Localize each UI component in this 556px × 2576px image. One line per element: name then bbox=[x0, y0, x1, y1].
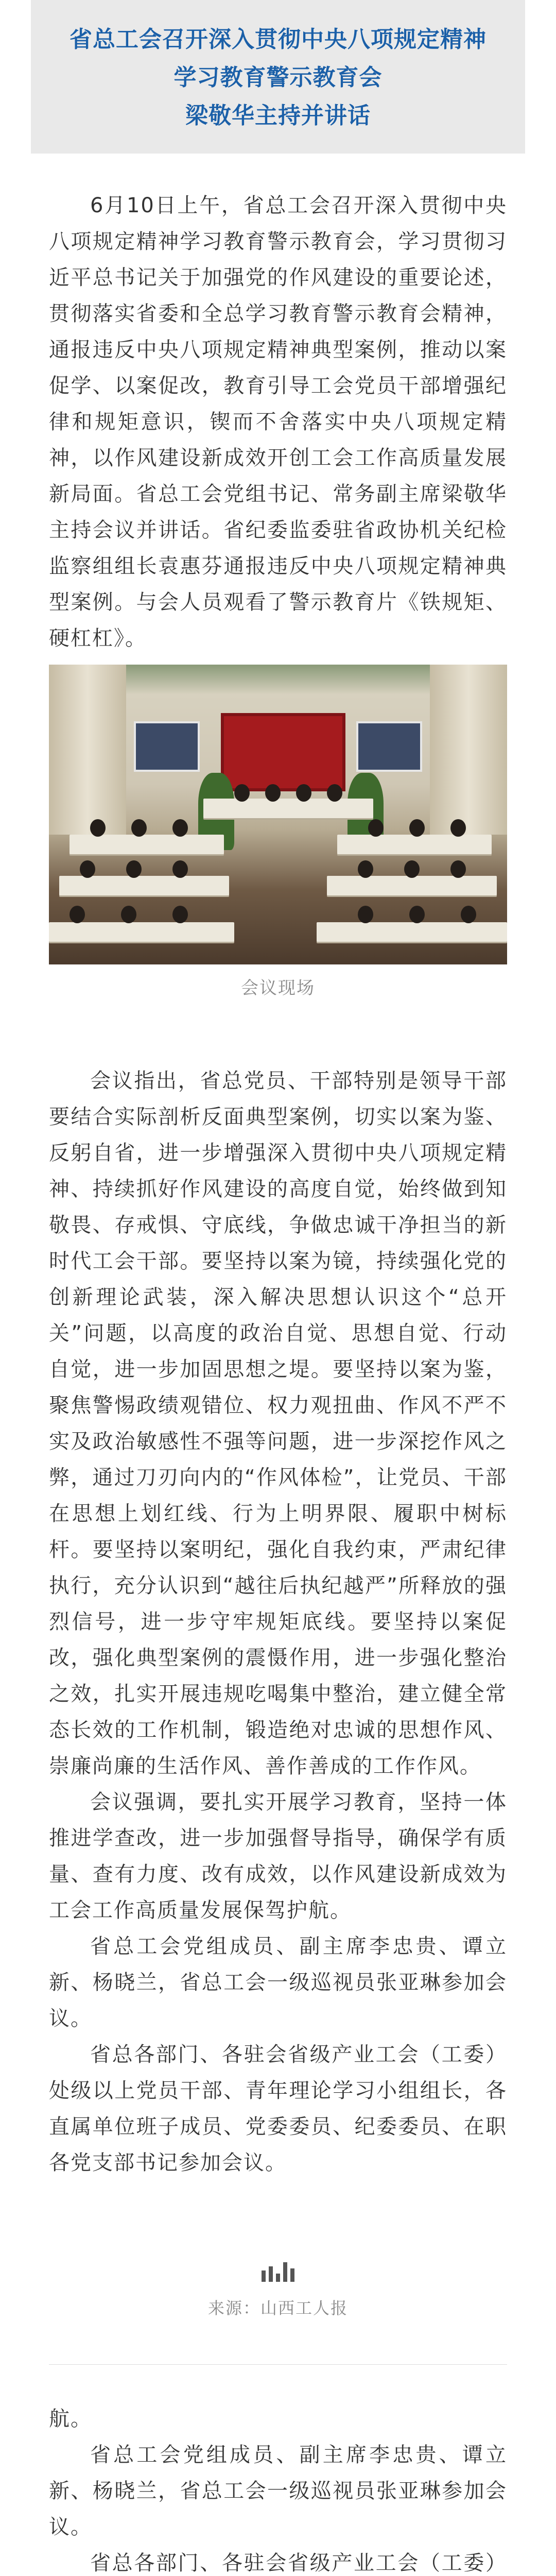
divider bbox=[49, 2364, 507, 2365]
photo-attendee bbox=[409, 906, 425, 923]
photo-attendee bbox=[409, 819, 425, 837]
photo-attendee bbox=[90, 819, 106, 837]
photo-attendee bbox=[126, 860, 142, 878]
photo-table-row bbox=[70, 835, 224, 854]
photo-table-row bbox=[49, 922, 234, 942]
photo-attendee bbox=[121, 906, 136, 923]
photo-table-row bbox=[59, 876, 229, 895]
body-paragraph: 会议指出，省总党员、干部特别是领导干部要结合实际剖析反面典型案例，切实以案为鉴、反躬自省，进一步增强深入贯彻中央八项规定精神、持续抓好作风建设的高度自觉，始终做到知敬畏、存戒惧、守底线，争做忠诚干净担当的新时代工会干部。要坚持以案为镜，持续强化党的创新理论武装，深入解决思想认识这个“总开关”问题，以高度的政治自觉、思想自觉、行动自觉，进一步加固思想之堤。要坚持以案为鉴，聚焦警惕政绩观错位、权力观扭曲、作风不严不实及政治敏感性不强等问题，进一步深挖作风之弊，通过刀刃向内的“作风体检”，让党员、干部在思想上划红线、行为上明界限、履职中树标杆。要坚持以案明纪，强化自我约束，严肃纪律执行，充分认识到“越往后执纪越严”所释放的强烈信号，进一步守牢规矩底线。要坚持以案促改，强化典型案例的震慑作用，进一步强化整治之效，扎实开展违规吃喝集中整治，建立健全常态长效的工作机制，锻造绝对忠诚的思想作风、崇廉尚廉的生活作风、善作善成的工作作风。 bbox=[49, 1069, 507, 1778]
title-box bbox=[31, 0, 525, 154]
photo-attendee bbox=[80, 860, 95, 878]
photo-attendee bbox=[450, 860, 466, 878]
repeat-fragment: 航。 bbox=[49, 2407, 92, 2431]
article-body bbox=[0, 188, 556, 2576]
photo-attendee bbox=[327, 784, 342, 802]
body-paragraph: 会议强调，要扎实开展学习教育，坚持一体推进学查改，进一步加强督导指导，确保学有质量、查有力度、改有成效，以作风建设新成效为工会工作高质量发展保驾护航。 bbox=[49, 1790, 507, 1922]
repeat-paragraph: 省总各部门、各驻会省级产业工会（工委） bbox=[90, 2551, 507, 2575]
photo-attendee bbox=[296, 784, 311, 802]
photo-attendee bbox=[172, 860, 188, 878]
photo-table-row bbox=[317, 922, 507, 942]
photo-curtain-right bbox=[430, 665, 507, 835]
photo-curtain-left bbox=[49, 665, 126, 835]
photo-attendee bbox=[172, 906, 188, 923]
photo-table-row bbox=[327, 876, 497, 895]
photo-attendee bbox=[172, 819, 188, 837]
meeting-photo bbox=[49, 665, 507, 964]
end-mark-icon bbox=[262, 2262, 294, 2282]
photo-attendee bbox=[450, 819, 466, 837]
photo-attendee bbox=[358, 860, 373, 878]
photo-caption: 会议现场 bbox=[241, 978, 315, 998]
photo-table-row bbox=[337, 835, 492, 854]
body-paragraph: 省总工会党组成员、副主席李忠贵、谭立新、杨晓兰，省总工会一级巡视员张亚琳参加会议。 bbox=[49, 1935, 507, 2030]
body-paragraph: 省总各部门、各驻会省级产业工会（工委）处级以上党员干部、青年理论学习小组组长，各直属单位班子成员、党委委员、纪委委员、在职各党支部书记参加会议。 bbox=[49, 2043, 507, 2175]
photo-attendee bbox=[131, 819, 147, 837]
title-line-3: 梁敬华主持并讲话 bbox=[185, 103, 371, 129]
intro-section bbox=[49, 188, 507, 656]
photo-attendee bbox=[404, 860, 420, 878]
photo-head-table bbox=[203, 799, 373, 818]
body-section bbox=[49, 1063, 507, 2181]
photo-attendee bbox=[461, 906, 476, 923]
repeat-section bbox=[49, 2401, 507, 2576]
title-line-2: 学习教育警示教育会 bbox=[173, 64, 383, 91]
photo-attendee bbox=[368, 819, 384, 837]
photo-stage-banner bbox=[224, 716, 342, 788]
photo-attendee bbox=[358, 906, 373, 923]
photo-attendee bbox=[265, 784, 281, 802]
intro-paragraph: 6月10日上午，省总工会召开深入贯彻中央八项规定精神学习教育警示教育会，学习贯彻习近平总书记关于加强党的作风建设的重要论述，贯彻落实省委和全总学习教育警示教育会精神，通报违反中央八项规定精神典型案例，推动以案促学、以案促改，教育引导工会党员干部增强纪律和规矩意识，锲而不舍落实中央八项规定精神，以作风建设新成效开创工会工作高质量发展新局面。省总工会党组书记、常务副主席梁敬华主持会议并讲话。省纪委监委驻省政协机关纪检监察组组长袁惠芬通报违反中央八项规定精神典型案例。与会人员观看了警示教育片《铁规矩、硬杠杠》。 bbox=[49, 194, 507, 650]
photo-screen-left bbox=[134, 721, 200, 772]
photo-screen-right bbox=[356, 721, 422, 772]
source-credit: 来源：山西工人报 bbox=[207, 2298, 348, 2318]
photo-attendee bbox=[234, 784, 250, 802]
repeat-paragraph: 省总工会党组成员、副主席李忠贵、谭立新、杨晓兰，省总工会一级巡视员张亚琳参加会议。 bbox=[49, 2443, 507, 2539]
title-line-1: 省总工会召开深入贯彻中央八项规定精神 bbox=[70, 26, 486, 53]
end-mark bbox=[49, 2262, 507, 2284]
photo-attendee bbox=[70, 906, 85, 923]
